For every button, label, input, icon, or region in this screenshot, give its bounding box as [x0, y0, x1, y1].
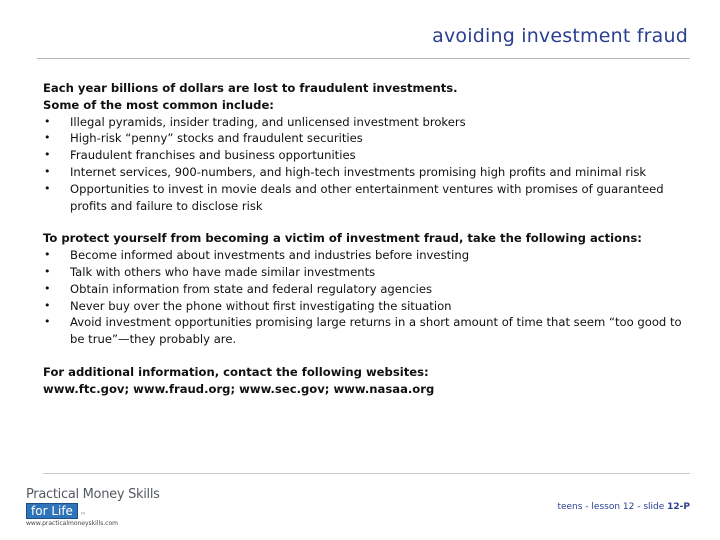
- bullet-icon: •: [44, 264, 51, 278]
- list-item: • Opportunities to invest in movie deals and other entertainment ventures with promises of guaranteed profits and failure to disclose risk: [44, 181, 664, 213]
- slide-number: 12-P: [667, 502, 690, 512]
- common-frauds-list: [43, 114, 683, 215]
- bullet-icon: •: [44, 315, 51, 329]
- list-item: • Avoid investment opportunities promising large returns in a short amount of time that seem “too good to be true”—they probably are.: [44, 315, 682, 347]
- list-item: • Obtain information from state and federal regulatory agencies: [44, 281, 433, 296]
- list-item: • High-risk “penny” stocks and fraudulent securities: [44, 131, 363, 146]
- protection-list: [43, 247, 683, 348]
- protection-section: [43, 230, 683, 348]
- bullet-icon: •: [44, 114, 51, 128]
- resources-websites: www.ftc.gov; www.fraud.org; www.sec.gov; www.nasaa.org: [43, 381, 435, 396]
- slide-label: teens - lesson 12 - slide: [557, 502, 668, 512]
- resources-section: [43, 364, 683, 398]
- title-divider: [37, 58, 690, 59]
- practical-money-skills-logo: [26, 488, 166, 530]
- slide-title: avoiding investment fraud: [432, 25, 688, 47]
- intro-line-1: Each year billions of dollars are lost to fraudulent investments.: [43, 81, 458, 95]
- resources-lead: For additional information, contact the following websites:: [43, 364, 429, 379]
- list-item: • Never buy over the phone without first investigating the situation: [44, 298, 452, 313]
- list-item: • Internet services, 900-numbers, and high-tech investments promising high profits and minimal risk: [44, 164, 647, 179]
- list-item: • Fraudulent franchises and business opportunities: [44, 148, 356, 163]
- bullet-icon: •: [44, 148, 51, 162]
- slide-content: [43, 80, 683, 414]
- bullet-icon: •: [44, 248, 51, 262]
- list-item: • Illegal pyramids, insider trading, and unlicensed investment brokers: [44, 114, 466, 129]
- bullet-icon: •: [44, 164, 51, 178]
- list-item: • Become informed about investments and industries before investing: [44, 248, 470, 263]
- protection-lead: To protect yourself from becoming a victim of investment fraud, take the following actions:: [43, 231, 642, 246]
- trademark-mark: ™: [79, 512, 86, 519]
- common-frauds-section: [43, 80, 683, 214]
- bullet-icon: •: [44, 181, 51, 195]
- logo-title: Practical Money Skills: [26, 487, 160, 502]
- logo-tagline: for Life: [26, 503, 78, 519]
- bullet-icon: •: [44, 131, 51, 145]
- list-item: • Talk with others who have made similar investments: [44, 264, 376, 279]
- slide-identifier: [557, 502, 690, 512]
- bullet-icon: •: [44, 298, 51, 312]
- intro-line-2: Some of the most common include:: [43, 97, 274, 112]
- footer-divider: [43, 473, 690, 474]
- bullet-icon: •: [44, 281, 51, 295]
- logo-url: www.practicalmoneyskills.com: [26, 520, 119, 527]
